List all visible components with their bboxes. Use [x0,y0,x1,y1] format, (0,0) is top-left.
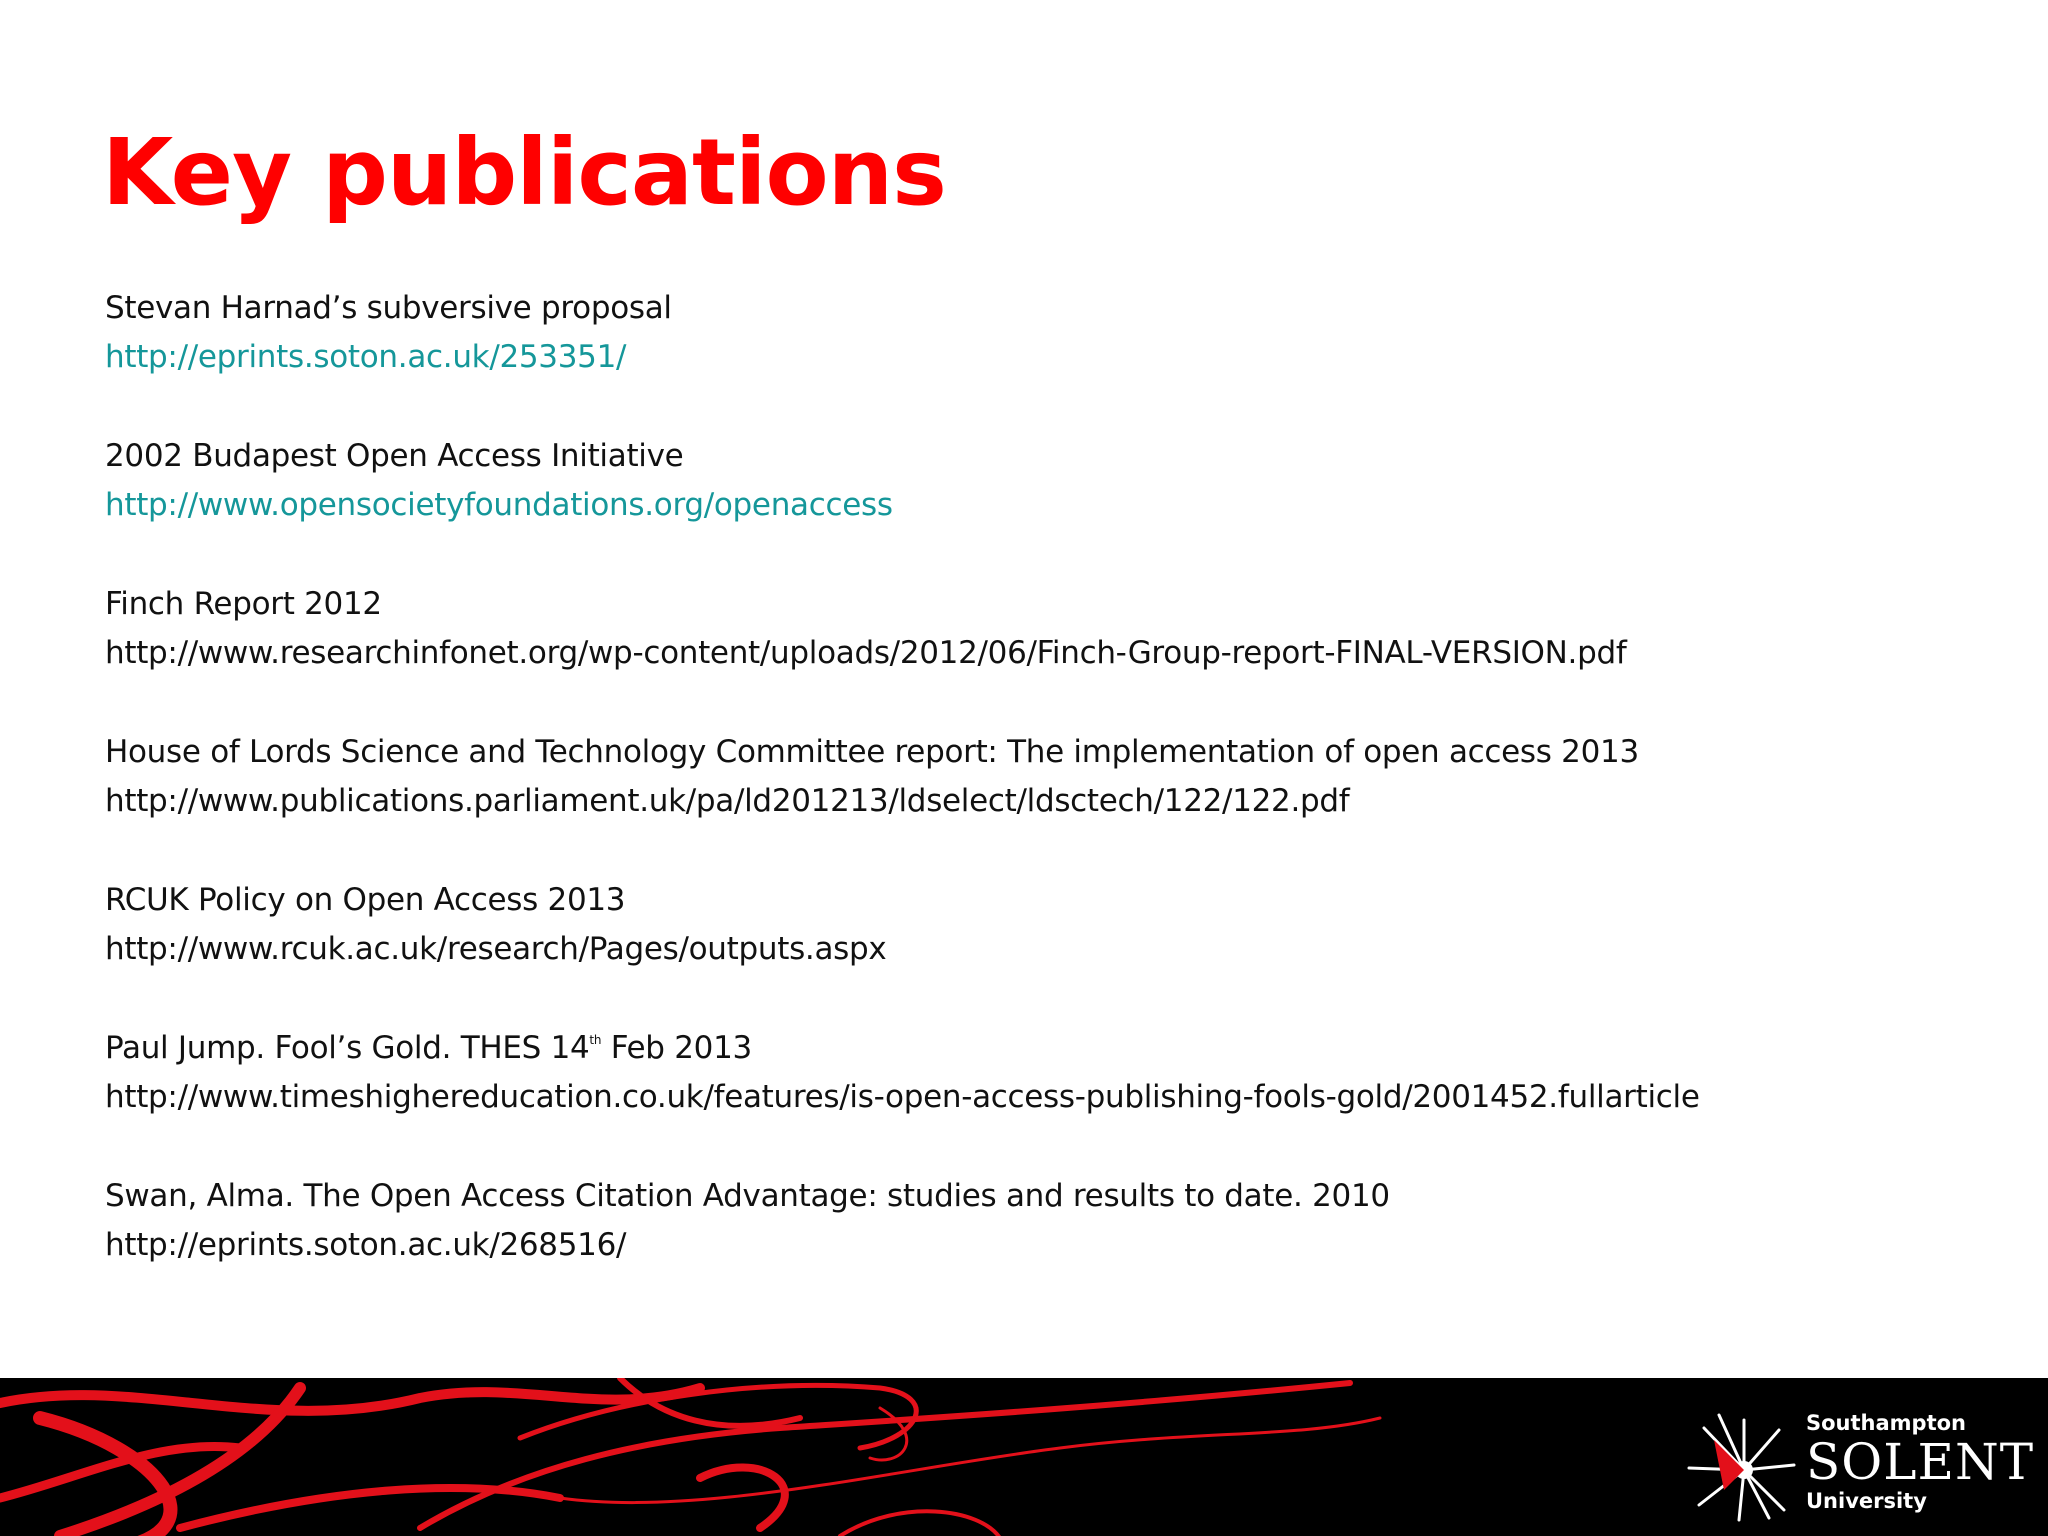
publication-url-text: http://www.researchinfonet.org/wp-content/uploads/2012/06/Finch-Group-report-FINAL-VERSION.pdf [105,635,1627,671]
list-item [105,1172,2005,1320]
publication-title: Swan, Alma. The Open Access Citation Advantage: studies and results to date. 2010 [105,1178,1390,1214]
title-text: Feb 2013 [601,1030,752,1066]
publication-url-text: http://www.publications.parliament.uk/pa/ld201213/ldselect/ldsctech/122/122.pdf [105,783,1350,819]
logo-wordmark [1806,1410,2034,1514]
list-item [105,580,2005,728]
publication-title: Stevan Harnad’s subversive proposal [105,290,672,326]
logo-text-university: University [1806,1489,1927,1513]
publication-list [105,284,2005,1320]
list-item [105,432,2005,580]
footer-banner [0,1378,2048,1536]
publication-url-text: http://eprints.soton.ac.uk/268516/ [105,1227,627,1263]
southampton-solent-logo [1684,1410,2035,1528]
title-text: Paul Jump. Fool’s Gold. THES 14 [105,1030,590,1066]
ordinal-suffix: th [589,1033,602,1047]
list-item [105,1024,2005,1172]
publication-title [105,1024,2005,1073]
slide-title: Key publications [102,119,946,226]
publication-url-text: http://www.timeshighereducation.co.uk/features/is-open-access-publishing-fools-gold/2001452.fullarticle [105,1079,1700,1115]
publication-title: Finch Report 2012 [105,586,382,622]
publication-title: RCUK Policy on Open Access 2013 [105,882,626,918]
logo-text-solent: SOLENT [1806,1433,2035,1491]
list-item [105,284,2005,432]
solent-starburst-logo-icon [1684,1410,1798,1522]
list-item [105,728,2005,876]
publication-url-text: http://www.rcuk.ac.uk/research/Pages/outputs.aspx [105,931,887,967]
list-item [105,876,2005,1024]
publication-link[interactable]: http://www.opensocietyfoundations.org/openaccess [105,487,893,523]
publication-title: House of Lords Science and Technology Committee report: The implementation of open access 2013 [105,734,1639,770]
logo-text-southampton: Southampton [1806,1411,1966,1435]
publication-title: 2002 Budapest Open Access Initiative [105,438,684,474]
publication-link[interactable]: http://eprints.soton.ac.uk/253351/ [105,339,627,375]
